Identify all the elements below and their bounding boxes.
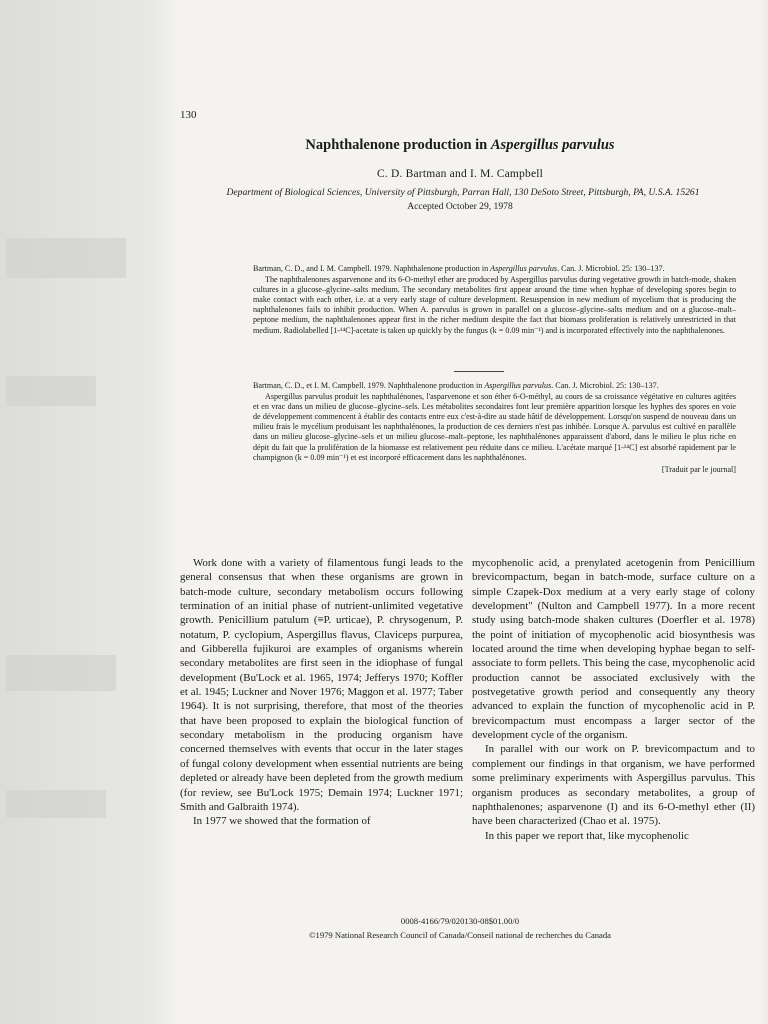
authors: C. D. Bartman and I. M. Campbell — [376, 168, 544, 180]
issn-line: 0008-4166/79/020130-08$01.00/0 — [400, 916, 520, 926]
scan-artifact — [6, 238, 126, 278]
accepted-date: Accepted October 29, 1978 — [407, 201, 513, 212]
paragraph: In 1977 we showed that the formation of — [193, 815, 371, 828]
title-organism: Aspergillus parvulus — [490, 137, 615, 153]
body-column-left — [180, 556, 463, 829]
title-prefix: Naphthalenone production in — [305, 137, 491, 153]
paragraph: Work done with a variety of filamentous fungi leads to the general consensus that when these organisms are grown in batch-mode culture, secondary metabolism occurs following termination of an initial phase of nutrient-unlimited vegetative growth. Penicillium patulum (≡P. urticae), P. chrysogenum, P. notatum, P. cyclopium, Aspergillus flavus, Claviceps purpurea, and Gibberella fujikuroi are examples of organisms wherein secondary metabolites are first seen in the idiophase of fungal development (Bu'Lock et al. 1965, 1974; Jefferys 1970; Koffler et al. 1945; Luckner and Nover 1976; Maggon et al. 1977; Taber 1964). It is not surprising, therefore, that most of the theories that have been proposed to explain the biological function of secondary metabolism in the producing organism have concerned themselves with events that occur in the later stages of fungal colony development when essential nutrients are being depleted or already have been depleted from the growth medium (for review, see Bu'Lock 1975; Demain 1974; Luckner 1971; Smith and Galbraith 1974). — [180, 557, 463, 813]
paragraph: mycophenolic acid, a prenylated acetogenin from Penicillium brevicompactum, began in batch-mode, surface culture on a simple Czapek-Dox medium at a very early stage of colony development" (Nulton and Campbell 1977). In a more recent study using batch-mode shaken cultures (Doerfler et al. 1978) the point of initiation of mycophenolic acid biosynthesis was located around the time when developing hyphae began to self-associate to form pellets. This being the case, mycophenolic acid production cannot be associated exclusively with the postvegetative growth period and consequently any theory advanced to explain the function of mycophenolic acid in P. brevicompactum must encompass a larger sector of the development cycle of the organism. — [472, 557, 755, 742]
abstract-citation: Bartman, C. D., and I. M. Campbell. 1979. Naphthalenone production in Aspergillus parvulus. Can. J. Microbiol. 25: 130–137. — [253, 264, 665, 273]
copyright-line: ©1979 National Research Council of Canada/Conseil national de recherches du Canada — [309, 930, 611, 940]
translation-note: [Traduit par le journal] — [661, 464, 736, 474]
scan-artifact — [6, 376, 96, 406]
resume-citation: Bartman, C. D., et I. M. Campbell. 1979. Naphthalenone production in Aspergillus parvulus. Can. J. Microbiol. 25: 130–137. — [253, 381, 659, 390]
resume-body: Aspergillus parvulus produit les naphthalénones, l'asparvenone et son éther 6-O-méthyl, au cours de sa croissance végétative en cultures agitées et en vrac dans un milieu de glucose–glycine–sels. Les métabolites secondaires font leur première apparition lorsque les hyphes des spores en voie de développement commencent à établir des contacts entre eux c'est-à-dire au stade hâtif de développement. Lorsqu'on suspend de nouveau dans un milieu frais le mycélium produisant les naphthalénones, la production de ces derniers n'est pas inhibée. Lorsque A. parvulus est cultivé en parallèle dans un milieu glucose–glycine–sels et un milieu glucose–malt–peptone, les naphthalénones apparaissent d'abord, dans le milieu le plus riche en dépit du fait que la prolifération de la biomasse est relativement peu réduite dans ce milieu. L'acétate marqué [1-¹⁴C] est absorbé rapidement par le champignon (k = 0.09 min⁻¹) et est incorporé efficacement dans les naphthalénones. — [253, 392, 736, 462]
page-number: 130 — [180, 109, 197, 121]
scan-artifact — [6, 655, 116, 691]
article-title — [180, 137, 740, 154]
abstract-body: The naphthalenones asparvenone and its 6-O-methyl ether are produced by Aspergillus parvulus during vegetative growth in batch-mode, shaken cultures in a glucose–glycine–salts medium. The secondary metabolites first appear around the time when hyphae of developing spores begin to make contact with each other, i.e. at a very early stage of culture development. Resuspension in new medium of mycelium that is producing the naphthalenones fails to inhibit production. When A. parvulus is grown in parallel on a glucose–glycine–salts medium and on a glucose–malt–peptone medium, the naphthalenones appear first in the richer medium despite the fact that biomass proliferation is relatively unrestricted in that medium. Radiolabelled [1-¹⁴C]-acetate is taken up quickly by the fungus (k = 0.09 min⁻¹) and is incorporated effectively into the naphthalenones. — [253, 275, 736, 335]
paragraph: In this paper we report that, like mycophenolic — [485, 829, 689, 842]
english-abstract — [253, 264, 736, 336]
scan-artifact — [6, 790, 106, 818]
paragraph: In parallel with our work on P. brevicompactum and to complement our findings in that organism, we have performed some preliminary experiments with Aspergillus parvulus. This organism produces as secondary metabolites, a group of naphthalenones; asparvenone (I) and its 6-O-methyl ether (II) have been characterized (Chao et al. 1975). — [472, 743, 755, 828]
french-abstract — [253, 381, 736, 475]
body-column-right — [472, 556, 755, 843]
abstract-divider — [454, 371, 504, 372]
affiliation: Department of Biological Sciences, University of Pittsburgh, Parran Hall, 130 DeSoto Street, Pittsburgh, PA, U.S.A. 15261 — [226, 187, 700, 198]
